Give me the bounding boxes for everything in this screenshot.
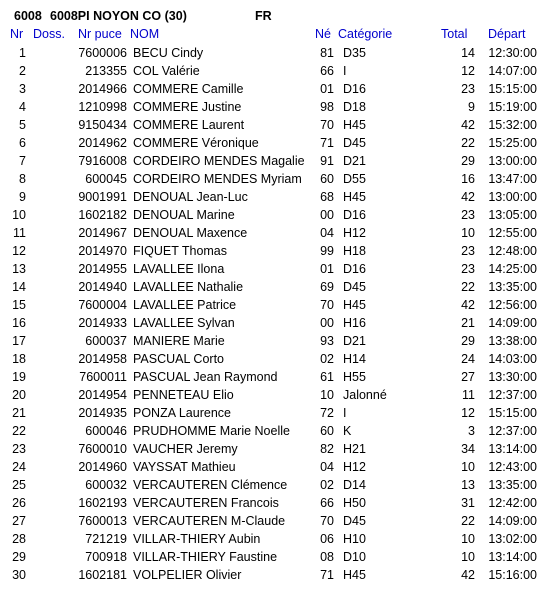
table-row	[0, 315, 553, 333]
row-total: 42	[461, 118, 475, 132]
row-nom: CORDEIRO MENDES Myriam	[133, 172, 302, 186]
row-nom: VILLAR-THIERY Aubin	[133, 532, 261, 546]
row-categorie: D16	[343, 262, 366, 276]
row-total: 42	[461, 190, 475, 204]
table-row	[0, 225, 553, 243]
row-total: 29	[461, 334, 475, 348]
table-row	[0, 243, 553, 261]
row-categorie: H55	[343, 370, 366, 384]
row-nr: 27	[12, 514, 26, 528]
row-nr: 14	[12, 280, 26, 294]
table-row	[0, 297, 553, 315]
row-puce: 2014940	[78, 280, 127, 294]
table-row	[0, 459, 553, 477]
row-total: 12	[461, 64, 475, 78]
row-categorie: H45	[343, 568, 366, 582]
row-nr: 21	[12, 406, 26, 420]
row-categorie: D35	[343, 46, 366, 60]
row-depart: 12:37:00	[488, 424, 537, 438]
row-nom: LAVALLEE Patrice	[133, 298, 237, 312]
table-row	[0, 387, 553, 405]
row-ne: 04	[320, 226, 334, 240]
row-ne: 70	[320, 298, 334, 312]
row-nr: 24	[12, 460, 26, 474]
row-categorie: H12	[343, 226, 366, 240]
row-nr: 17	[12, 334, 26, 348]
row-depart: 12:48:00	[488, 244, 537, 258]
row-nom: VOLPELIER Olivier	[133, 568, 242, 582]
row-categorie: Jalonné	[343, 388, 387, 402]
row-puce: 2014958	[78, 352, 127, 366]
row-ne: 04	[320, 460, 334, 474]
row-total: 23	[461, 208, 475, 222]
row-nr: 1	[19, 46, 26, 60]
row-puce: 600045	[85, 172, 127, 186]
row-categorie: D45	[343, 136, 366, 150]
row-ne: 91	[320, 154, 334, 168]
row-ne: 68	[320, 190, 334, 204]
row-puce: 9150434	[78, 118, 127, 132]
row-ne: 61	[320, 370, 334, 384]
row-nr: 20	[12, 388, 26, 402]
table-row	[0, 351, 553, 369]
row-total: 9	[468, 100, 475, 114]
row-ne: 02	[320, 478, 334, 492]
row-depart: 15:32:00	[488, 118, 537, 132]
row-categorie: D18	[343, 100, 366, 114]
row-total: 22	[461, 514, 475, 528]
row-depart: 13:47:00	[488, 172, 537, 186]
row-puce: 2014966	[78, 82, 127, 96]
row-categorie: H50	[343, 496, 366, 510]
row-ne: 72	[320, 406, 334, 420]
row-total: 10	[461, 226, 475, 240]
row-nr: 29	[12, 550, 26, 564]
row-ne: 70	[320, 118, 334, 132]
row-puce: 7600011	[79, 370, 127, 384]
row-nom: COMMERE Justine	[133, 100, 242, 114]
table-row	[0, 99, 553, 117]
row-categorie: I	[343, 406, 347, 420]
row-nom: VAUCHER Jeremy	[133, 442, 238, 456]
row-puce: 1602181	[78, 568, 127, 582]
row-total: 23	[461, 244, 475, 258]
row-total: 13	[461, 478, 475, 492]
row-depart: 13:14:00	[488, 442, 537, 456]
table-row	[0, 405, 553, 423]
row-ne: 01	[320, 262, 334, 276]
row-puce: 7600006	[78, 46, 127, 60]
row-puce: 2014954	[78, 388, 127, 402]
row-depart: 15:15:00	[488, 406, 537, 420]
row-puce: 600046	[85, 424, 127, 438]
row-nom: COMMERE Laurent	[133, 118, 245, 132]
row-nr: 16	[12, 316, 26, 330]
row-nom: VERCAUTEREN Francois	[133, 496, 279, 510]
row-total: 3	[468, 424, 475, 438]
row-nr: 25	[12, 478, 26, 492]
row-ne: 99	[320, 244, 334, 258]
row-nr: 22	[12, 424, 26, 438]
row-categorie: D16	[343, 82, 366, 96]
row-puce: 2014955	[78, 262, 127, 276]
row-nr: 18	[12, 352, 26, 366]
row-depart: 14:07:00	[488, 64, 537, 78]
table-row	[0, 63, 553, 81]
row-nom: FIQUET Thomas	[133, 244, 228, 258]
club-header	[0, 9, 553, 27]
row-nom: VILLAR-THIERY Faustine	[133, 550, 278, 564]
row-categorie: D16	[343, 208, 366, 222]
row-total: 21	[461, 316, 475, 330]
row-categorie: H45	[343, 118, 366, 132]
row-total: 42	[461, 568, 475, 582]
row-nom: VERCAUTEREN Clémence	[133, 478, 288, 492]
row-depart: 12:30:00	[488, 46, 537, 60]
row-categorie: D21	[343, 154, 366, 168]
col-depart: Départ	[488, 27, 526, 41]
row-depart: 12:55:00	[488, 226, 537, 240]
row-ne: 71	[320, 136, 334, 150]
row-total: 31	[461, 496, 475, 510]
table-row	[0, 279, 553, 297]
row-depart: 14:09:00	[488, 514, 537, 528]
row-categorie: H45	[343, 190, 366, 204]
row-nr: 23	[12, 442, 26, 456]
row-nr: 26	[12, 496, 26, 510]
table-row	[0, 567, 553, 585]
row-depart: 15:15:00	[488, 82, 537, 96]
table-row	[0, 171, 553, 189]
row-depart: 12:37:00	[488, 388, 537, 402]
row-depart: 13:05:00	[488, 208, 537, 222]
club-name: 6008PI NOYON CO (30)	[50, 9, 187, 23]
row-depart: 14:03:00	[488, 352, 537, 366]
row-total: 10	[461, 460, 475, 474]
club-code: 6008	[14, 9, 42, 23]
row-total: 23	[461, 82, 475, 96]
row-depart: 13:30:00	[488, 370, 537, 384]
table-row	[0, 153, 553, 171]
row-puce: 213355	[85, 64, 127, 78]
row-nr: 3	[19, 82, 26, 96]
row-total: 11	[462, 388, 475, 402]
row-depart: 13:38:00	[488, 334, 537, 348]
row-nr: 28	[12, 532, 26, 546]
row-categorie: H10	[343, 532, 366, 546]
table-row	[0, 261, 553, 279]
row-total: 34	[461, 442, 475, 456]
entries-list	[0, 45, 553, 585]
row-nom: PRUDHOMME Marie Noelle	[133, 424, 290, 438]
row-ne: 66	[320, 496, 334, 510]
row-total: 24	[461, 352, 475, 366]
row-total: 22	[461, 136, 475, 150]
row-ne: 71	[320, 568, 334, 582]
row-depart: 13:00:00	[488, 154, 537, 168]
row-nr: 2	[19, 64, 26, 78]
row-depart: 14:09:00	[488, 316, 537, 330]
row-categorie: H45	[343, 298, 366, 312]
row-ne: 82	[320, 442, 334, 456]
row-nom: PASCUAL Jean Raymond	[133, 370, 278, 384]
row-depart: 15:19:00	[488, 100, 537, 114]
row-puce: 2014935	[78, 406, 127, 420]
row-puce: 700918	[85, 550, 127, 564]
row-depart: 13:14:00	[488, 550, 537, 564]
row-nom: CORDEIRO MENDES Magalie	[133, 154, 305, 168]
row-depart: 15:16:00	[488, 568, 537, 582]
club-country: FR	[255, 9, 272, 23]
table-row	[0, 45, 553, 63]
row-ne: 00	[320, 208, 334, 222]
row-nr: 4	[19, 100, 26, 114]
table-row	[0, 81, 553, 99]
row-total: 14	[461, 46, 475, 60]
row-ne: 69	[320, 280, 334, 294]
col-categorie: Catégorie	[338, 27, 393, 41]
row-ne: 70	[320, 514, 334, 528]
row-total: 12	[461, 406, 475, 420]
row-total: 16	[461, 172, 475, 186]
col-nom: NOM	[130, 27, 160, 41]
row-puce: 2014970	[78, 244, 127, 258]
row-categorie: I	[343, 64, 347, 78]
row-nom: COL Valérie	[133, 64, 200, 78]
row-ne: 81	[320, 46, 334, 60]
row-nom: VERCAUTEREN M-Claude	[133, 514, 286, 528]
row-nr: 30	[12, 568, 26, 582]
table-row	[0, 513, 553, 531]
row-total: 10	[461, 550, 475, 564]
table-row	[0, 189, 553, 207]
row-puce: 1210998	[78, 100, 127, 114]
row-puce: 9001991	[78, 190, 127, 204]
row-nr: 13	[12, 262, 26, 276]
table-row	[0, 207, 553, 225]
row-nom: LAVALLEE Nathalie	[133, 280, 244, 294]
row-nom: PENNETEAU Elio	[133, 388, 234, 402]
row-ne: 66	[320, 64, 334, 78]
table-row	[0, 477, 553, 495]
row-total: 23	[461, 262, 475, 276]
row-nom: DENOUAL Maxence	[133, 226, 248, 240]
row-categorie: H21	[343, 442, 366, 456]
row-ne: 10	[320, 388, 334, 402]
row-nom: DENOUAL Marine	[133, 208, 235, 222]
table-row	[0, 369, 553, 387]
row-total: 10	[461, 532, 475, 546]
row-ne: 93	[320, 334, 334, 348]
table-row	[0, 117, 553, 135]
row-nr: 19	[12, 370, 26, 384]
col-total: Total	[441, 27, 468, 41]
row-puce: 2014962	[78, 136, 127, 150]
col-ne: Né	[315, 27, 331, 41]
row-categorie: H14	[343, 352, 366, 366]
row-ne: 98	[320, 100, 334, 114]
row-puce: 2014933	[78, 316, 127, 330]
row-puce: 1602193	[78, 496, 127, 510]
row-depart: 13:35:00	[488, 478, 537, 492]
row-ne: 60	[320, 424, 334, 438]
row-depart: 13:35:00	[488, 280, 537, 294]
row-nom: BECU Cindy	[133, 46, 204, 60]
row-nom: LAVALLEE Ilona	[133, 262, 225, 276]
row-puce: 1602182	[78, 208, 127, 222]
col-nr: Nr	[10, 27, 24, 41]
row-categorie: D14	[343, 478, 366, 492]
row-nr: 10	[12, 208, 26, 222]
row-nom: PONZA Laurence	[133, 406, 231, 420]
row-depart: 13:02:00	[488, 532, 537, 546]
column-headers	[0, 27, 553, 45]
row-nr: 7	[19, 154, 26, 168]
row-total: 27	[461, 370, 475, 384]
row-categorie: H12	[343, 460, 366, 474]
row-total: 42	[461, 298, 475, 312]
row-puce: 2014967	[78, 226, 127, 240]
row-categorie: H16	[343, 316, 366, 330]
row-nom: MANIERE Marie	[133, 334, 225, 348]
row-categorie: D45	[343, 514, 366, 528]
row-puce: 600032	[85, 478, 127, 492]
row-ne: 60	[320, 172, 334, 186]
row-puce: 7600013	[78, 514, 127, 528]
row-depart: 12:42:00	[488, 496, 537, 510]
row-nr: 9	[19, 190, 26, 204]
row-nr: 8	[19, 172, 26, 186]
row-puce: 600037	[85, 334, 127, 348]
table-row	[0, 333, 553, 351]
row-categorie: D55	[343, 172, 366, 186]
table-row	[0, 135, 553, 153]
row-nr: 5	[19, 118, 26, 132]
col-doss: Doss.	[33, 27, 65, 41]
row-total: 29	[461, 154, 475, 168]
row-ne: 01	[320, 82, 334, 96]
row-puce: 7600004	[78, 298, 127, 312]
row-depart: 15:25:00	[488, 136, 537, 150]
table-row	[0, 549, 553, 567]
row-nom: COMMERE Véronique	[133, 136, 259, 150]
row-depart: 13:00:00	[488, 190, 537, 204]
row-ne: 08	[320, 550, 334, 564]
row-nom: LAVALLEE Sylvan	[133, 316, 235, 330]
row-nr: 11	[13, 226, 26, 240]
table-row	[0, 531, 553, 549]
row-ne: 06	[320, 532, 334, 546]
col-puce: Nr puce	[78, 27, 122, 41]
table-row	[0, 441, 553, 459]
row-nom: COMMERE Camille	[133, 82, 244, 96]
row-puce: 2014960	[78, 460, 127, 474]
row-nr: 12	[12, 244, 26, 258]
row-depart: 14:25:00	[488, 262, 537, 276]
row-ne: 00	[320, 316, 334, 330]
row-puce: 7600010	[78, 442, 127, 456]
row-categorie: D45	[343, 280, 366, 294]
row-nom: PASCUAL Corto	[133, 352, 225, 366]
row-depart: 12:56:00	[488, 298, 537, 312]
row-categorie: D10	[343, 550, 366, 564]
row-nom: DENOUAL Jean-Luc	[133, 190, 248, 204]
row-puce: 7916008	[78, 154, 127, 168]
table-row	[0, 495, 553, 513]
row-categorie: D21	[343, 334, 366, 348]
row-categorie: H18	[343, 244, 366, 258]
row-puce: 721219	[85, 532, 127, 546]
row-nr: 6	[19, 136, 26, 150]
row-depart: 12:43:00	[488, 460, 537, 474]
row-total: 22	[461, 280, 475, 294]
row-categorie: K	[343, 424, 352, 438]
row-ne: 02	[320, 352, 334, 366]
row-nr: 15	[12, 298, 26, 312]
table-row	[0, 423, 553, 441]
row-nom: VAYSSAT Mathieu	[133, 460, 236, 474]
